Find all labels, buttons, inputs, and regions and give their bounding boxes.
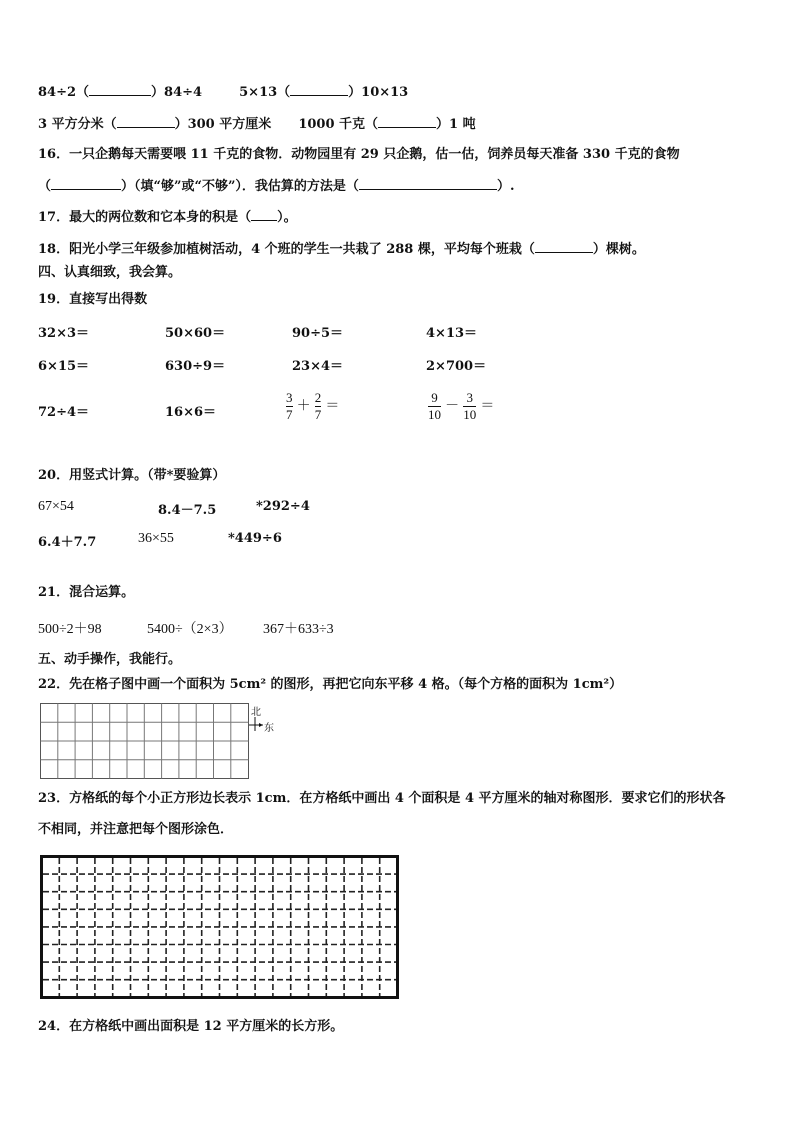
q19-item: 72÷4＝: [38, 405, 90, 420]
q19-item: 23×4＝: [292, 359, 344, 374]
q18: 18．阳光小学三年级参加植树活动，4 个班的学生一共栽了 288 棵，平均每个班栽（ ）棵树。: [38, 242, 645, 257]
fraction: $\frac{3}{10}$: [463, 390, 477, 422]
q24-text: 24．在方格纸中画出面积是 12 平方厘米的长方形。: [38, 1019, 344, 1034]
q15-line1: 84÷2（ ）84÷4 5×13（ ）10×13: [38, 85, 409, 100]
q23-grid[interactable]: [40, 855, 400, 1000]
q20-item: 8.4－7.5: [158, 503, 217, 518]
q16-line2: （ ）（填“够”或“不够”）．我估算的方法是（ ）.: [38, 179, 515, 194]
q19-item: 630÷9＝: [165, 359, 226, 374]
q20-item: 67×54: [38, 499, 74, 514]
q19-item: 2×700＝: [426, 359, 487, 374]
q20-item: 6.4＋7.7: [38, 535, 97, 550]
q19-item: 16×6＝: [165, 405, 217, 420]
q20-item: *292÷4: [256, 499, 310, 514]
q21-item: 5400÷（2×3）: [147, 622, 233, 637]
q19-title: 19．直接写出得数: [38, 292, 148, 307]
answer-blank[interactable]: [290, 83, 348, 96]
q20-title: 20．用竖式计算。（带*要验算）: [38, 468, 226, 483]
east-label: 东: [264, 723, 274, 734]
answer-blank[interactable]: [359, 177, 497, 190]
fraction: $\frac{3}{7}$: [286, 390, 293, 422]
section-5-heading: 五、动手操作，我能行。: [38, 652, 182, 667]
section-4-heading: 四、认真细致，我会算。: [38, 265, 182, 280]
q20-item: 36×55: [138, 531, 174, 546]
q19-fraction-sum: $\frac{3}{7}$ ＋ $\frac{2}{7}$ ＝: [286, 390, 340, 422]
q22-text: 22．先在格子图中画一个面积为 5cm² 的图形，再把它向东平移 4 格。（每个方格的面积为 1cm²）: [38, 677, 623, 692]
q15-line2: 3 平方分米（ ）300 平方厘米 1000 千克（ ）1 吨: [38, 117, 476, 132]
answer-blank[interactable]: [535, 240, 593, 253]
q19-item: 32×3＝: [38, 326, 90, 341]
q20-item: *449÷6: [228, 531, 282, 546]
compass-icon: [249, 717, 265, 733]
north-label: 北: [251, 707, 261, 718]
fraction: $\frac{9}{10}$: [428, 390, 441, 422]
q19-item: 6×15＝: [38, 359, 90, 374]
q17: 17．最大的两位数和它本身的积是（ ）。: [38, 210, 297, 225]
answer-blank[interactable]: [51, 177, 121, 190]
q19-item: 4×13＝: [426, 326, 478, 341]
q21-item: 500÷2＋98: [38, 622, 102, 637]
answer-blank[interactable]: [378, 115, 436, 128]
q22-grid[interactable]: [40, 703, 250, 780]
q23-line2: 不相同，并注意把每个图形涂色．: [38, 822, 234, 837]
answer-blank[interactable]: [251, 208, 277, 221]
q19-item: 50×60＝: [165, 326, 226, 341]
q16-line1: 16．一只企鹅每天需要喂 11 千克的食物．动物园里有 29 只企鹅，估一估，饲养员每天准备 330 千克的食物: [38, 147, 680, 162]
q21-item: 367＋633÷3: [263, 622, 334, 637]
q21-title: 21．混合运算。: [38, 585, 135, 600]
q19-item: 90÷5＝: [292, 326, 344, 341]
answer-blank[interactable]: [89, 83, 151, 96]
q23-line1: 23．方格纸的每个小正方形边长表示 1cm．在方格纸中画出 4 个面积是 4 平方厘米的轴对称图形．要求它们的形状各: [38, 791, 726, 806]
answer-blank[interactable]: [117, 115, 175, 128]
fraction: $\frac{2}{7}$: [314, 390, 322, 422]
q19-fraction-diff: $\frac{9}{10}$ － $\frac{3}{10}$ ＝: [428, 390, 495, 422]
